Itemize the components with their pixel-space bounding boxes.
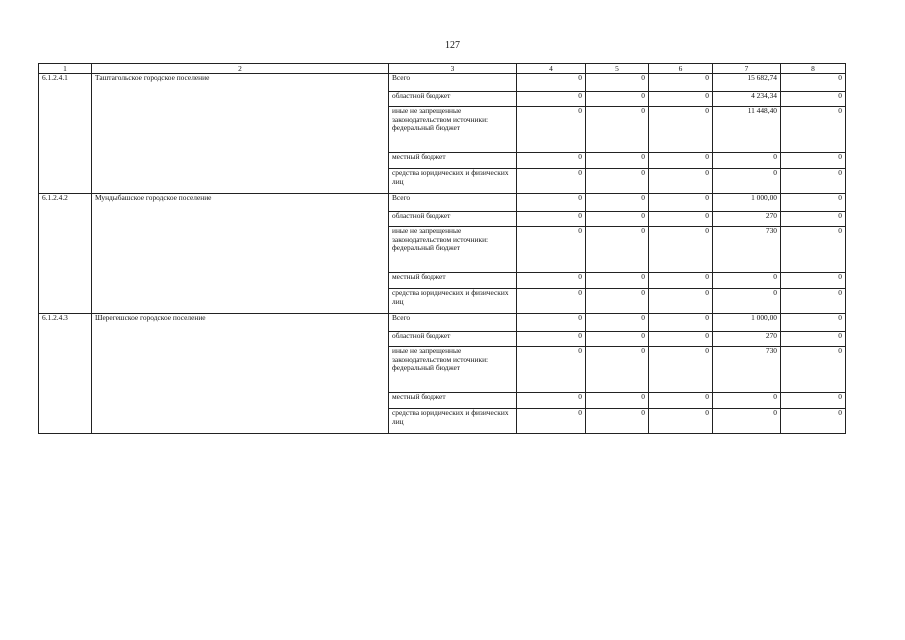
section-code: 6.1.2.4.1 [39, 74, 92, 194]
value-cell: 0 [517, 409, 586, 434]
value-cell: 270 [713, 332, 781, 347]
value-cell: 0 [517, 227, 586, 273]
other-sources-label: иные не запрещенные законодательством источники: [392, 226, 489, 244]
header-col-3: 3 [389, 64, 517, 74]
value-cell: 0 [781, 314, 846, 332]
value-cell: 0 [517, 289, 586, 314]
value-cell: 0 [781, 273, 846, 289]
value-cell: 0 [517, 169, 586, 194]
header-col-4: 4 [517, 64, 586, 74]
value-cell: 11 448,40 [713, 107, 781, 153]
section-name: Таштагольское городское поселение [92, 74, 389, 194]
value-cell: 0 [649, 212, 713, 227]
value-cell: 0 [517, 393, 586, 409]
section-name: Шерегешское городское поселение [92, 314, 389, 434]
value-cell: 0 [649, 194, 713, 212]
value-cell: 0 [713, 393, 781, 409]
value-cell: 0 [586, 169, 649, 194]
value-cell: 0 [517, 153, 586, 169]
value-cell: 0 [517, 273, 586, 289]
table-row [39, 194, 846, 212]
source-label: областной бюджет [389, 92, 517, 107]
value-cell: 0 [517, 332, 586, 347]
value-cell: 0 [781, 347, 846, 393]
value-cell: 0 [586, 314, 649, 332]
value-cell: 0 [517, 92, 586, 107]
value-cell: 0 [713, 289, 781, 314]
header-col-5: 5 [586, 64, 649, 74]
value-cell: 0 [649, 332, 713, 347]
value-cell: 0 [713, 273, 781, 289]
value-cell: 0 [586, 409, 649, 434]
other-sources-label: иные не запрещенные законодательством источники: [392, 346, 489, 364]
source-label: местный бюджет [389, 153, 517, 169]
value-cell: 0 [781, 74, 846, 92]
source-label: Всего [389, 194, 517, 212]
value-cell: 0 [649, 92, 713, 107]
header-col-8: 8 [781, 64, 846, 74]
value-cell: 0 [713, 169, 781, 194]
source-label [389, 227, 517, 273]
value-cell: 0 [586, 107, 649, 153]
header-col-7: 7 [713, 64, 781, 74]
value-cell: 0 [781, 289, 846, 314]
source-label: Всего [389, 314, 517, 332]
federal-label: федеральный бюджет [392, 123, 461, 133]
source-label: областной бюджет [389, 332, 517, 347]
value-cell: 0 [649, 107, 713, 153]
header-col-2: 2 [92, 64, 389, 74]
value-cell: 0 [649, 153, 713, 169]
header-col-6: 6 [649, 64, 713, 74]
header-row [39, 64, 846, 74]
value-cell: 0 [649, 169, 713, 194]
value-cell: 0 [586, 74, 649, 92]
value-cell: 0 [781, 227, 846, 273]
value-cell: 0 [517, 314, 586, 332]
value-cell: 0 [517, 347, 586, 393]
value-cell: 1 000,00 [713, 314, 781, 332]
value-cell: 0 [649, 393, 713, 409]
value-cell: 0 [586, 194, 649, 212]
source-label: средства юридических и физических лиц [389, 169, 517, 194]
value-cell: 0 [649, 74, 713, 92]
value-cell: 0 [649, 409, 713, 434]
value-cell: 0 [781, 393, 846, 409]
value-cell: 0 [781, 169, 846, 194]
value-cell: 0 [781, 212, 846, 227]
value-cell: 0 [781, 332, 846, 347]
source-label [389, 107, 517, 153]
header-col-1: 1 [39, 64, 92, 74]
value-cell: 15 682,74 [713, 74, 781, 92]
section-code: 6.1.2.4.3 [39, 314, 92, 434]
source-label: областной бюджет [389, 212, 517, 227]
value-cell: 0 [586, 212, 649, 227]
value-cell: 1 000,00 [713, 194, 781, 212]
value-cell: 0 [517, 194, 586, 212]
value-cell: 0 [517, 107, 586, 153]
table-header [39, 64, 846, 74]
source-label: Всего [389, 74, 517, 92]
value-cell: 0 [781, 194, 846, 212]
value-cell: 4 234,34 [713, 92, 781, 107]
value-cell: 270 [713, 212, 781, 227]
value-cell: 0 [586, 273, 649, 289]
value-cell: 0 [781, 92, 846, 107]
value-cell: 730 [713, 227, 781, 273]
value-cell: 0 [781, 107, 846, 153]
value-cell: 0 [586, 153, 649, 169]
value-cell: 0 [649, 227, 713, 273]
value-cell: 0 [713, 409, 781, 434]
section-name: Мундыбашское городское поселение [92, 194, 389, 314]
value-cell: 0 [586, 347, 649, 393]
value-cell: 0 [517, 74, 586, 92]
value-cell: 0 [649, 347, 713, 393]
value-cell: 0 [586, 332, 649, 347]
value-cell: 0 [586, 227, 649, 273]
other-sources-label: иные не запрещенные законодательством источники: [392, 106, 489, 124]
value-cell: 0 [586, 92, 649, 107]
value-cell: 0 [586, 289, 649, 314]
source-label: средства юридических и физических лиц [389, 409, 517, 434]
source-label: местный бюджет [389, 273, 517, 289]
value-cell: 0 [713, 153, 781, 169]
value-cell: 0 [649, 289, 713, 314]
table-row [39, 314, 846, 332]
source-label [389, 347, 517, 393]
federal-label: федеральный бюджет [392, 363, 461, 373]
value-cell: 0 [517, 212, 586, 227]
budget-table [38, 63, 846, 434]
table-body [39, 74, 846, 434]
value-cell: 730 [713, 347, 781, 393]
value-cell: 0 [649, 314, 713, 332]
value-cell: 0 [649, 273, 713, 289]
page-number: 127 [445, 40, 460, 51]
source-label: средства юридических и физических лиц [389, 289, 517, 314]
section-code: 6.1.2.4.2 [39, 194, 92, 314]
value-cell: 0 [781, 153, 846, 169]
value-cell: 0 [586, 393, 649, 409]
federal-label: федеральный бюджет [392, 243, 461, 253]
table-row [39, 74, 846, 92]
value-cell: 0 [781, 409, 846, 434]
source-label: местный бюджет [389, 393, 517, 409]
